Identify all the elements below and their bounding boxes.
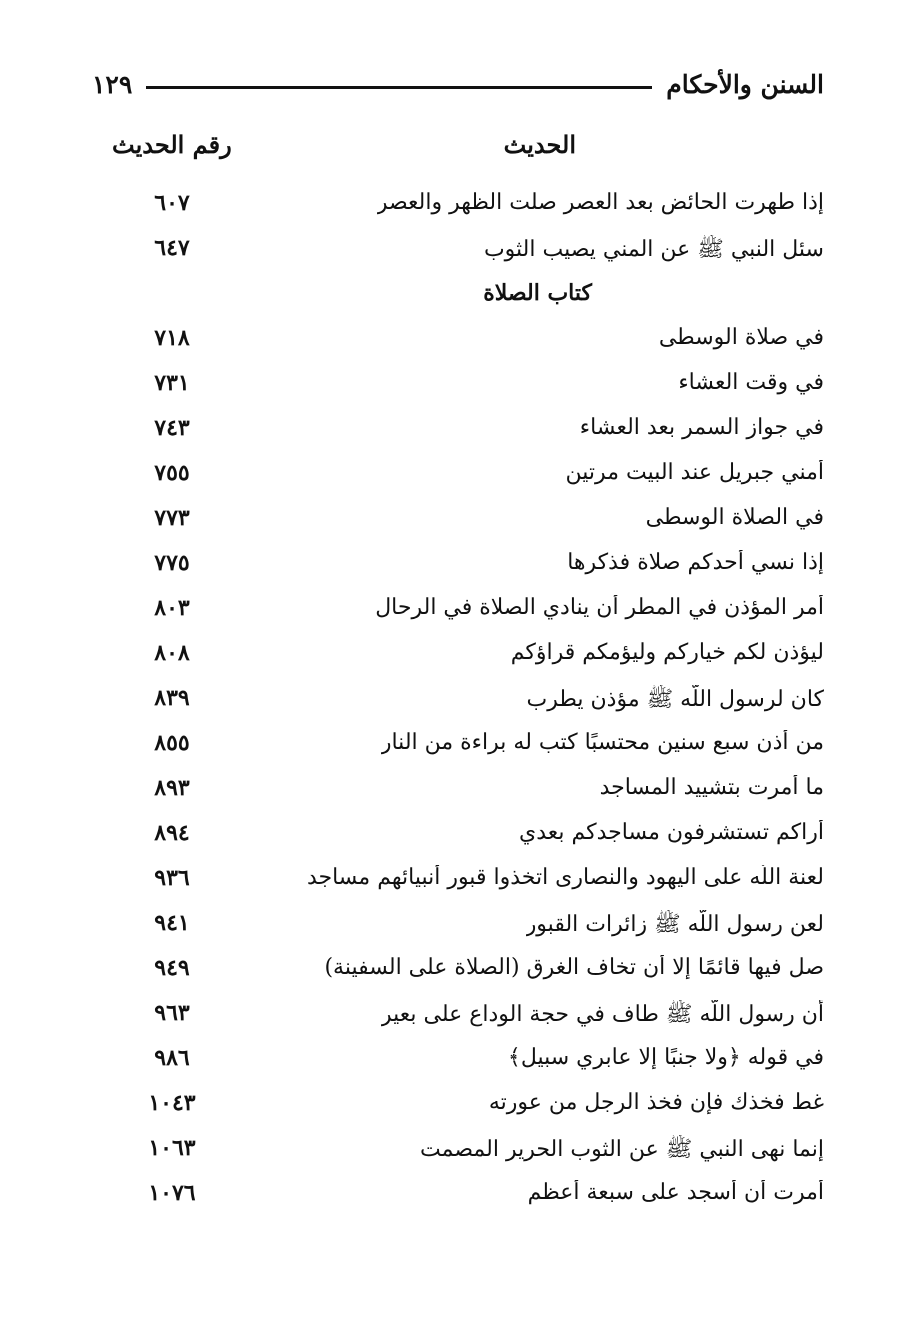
column-header-hadith: الحديث — [503, 130, 576, 159]
hadith-number: ٨٠٨ — [154, 640, 190, 666]
hadith-text: إذا نسي أحدكم صلاة فذكرها — [567, 550, 824, 575]
hadith-text: أن رسول اللّه ﷺ طاف في حجة الوداع على بعير — [380, 1002, 824, 1027]
section-heading-row — [92, 276, 824, 321]
hadith-text: صل فيها قائمًا إلا أن تخاف الغرق (الصلاة على السفينة) — [324, 955, 824, 980]
list-item — [92, 591, 824, 636]
hadith-number: ١٠٦٣ — [148, 1135, 196, 1161]
hadith-number: ٧٤٣ — [154, 415, 190, 441]
hadith-text: من أذن سبع سنين محتسبًا كتب له براءة من النار — [380, 730, 824, 755]
hadith-text: غط فخذك فإن فخذ الرجل من عورته — [488, 1090, 824, 1115]
hadith-number: ٧٣١ — [154, 370, 190, 396]
hadith-number: ٩٤٩ — [154, 955, 190, 981]
list-item — [92, 1086, 824, 1131]
hadith-text: كان لرسول اللّه ﷺ مؤذن يطرب — [526, 687, 824, 712]
list-item — [92, 231, 824, 276]
list-item — [92, 456, 824, 501]
hadith-text: إنما نهى النبي ﷺ عن الثوب الحرير المصمت — [420, 1137, 824, 1162]
hadith-number: ٧٧٣ — [154, 505, 190, 531]
list-item — [92, 681, 824, 726]
hadith-text: أمر المؤذن في المطر أن ينادي الصلاة في الرحال — [375, 595, 824, 620]
hadith-number: ٧٥٥ — [154, 460, 190, 486]
list-item — [92, 1176, 824, 1221]
column-headers — [92, 130, 824, 174]
hadith-number: ٨٣٩ — [154, 685, 190, 711]
hadith-index-list — [92, 186, 824, 1221]
list-item — [92, 366, 824, 411]
running-title: السنن والأحكام — [666, 69, 824, 99]
list-item — [92, 861, 824, 906]
column-header-number: رقم الحديث — [112, 130, 232, 159]
hadith-text: في صلاة الوسطى — [658, 325, 824, 350]
hadith-number: ١٠٤٣ — [148, 1090, 196, 1116]
list-item — [92, 1041, 824, 1086]
hadith-text: في جواز السمر بعد العشاء — [579, 415, 824, 440]
list-item — [92, 996, 824, 1041]
hadith-text: إذا طهرت الحائض بعد العصر صلت الظهر والعصر — [376, 190, 824, 215]
hadith-number: ٨٩٤ — [154, 820, 190, 846]
hadith-text: سئل النبي ﷺ عن المني يصيب الثوب — [483, 237, 824, 262]
hadith-text: أمني جبريل عند البيت مرتين — [565, 460, 824, 485]
hadith-text: في قوله ﴿ولا جنبًا إلا عابري سبيل﴾ — [507, 1045, 824, 1070]
list-item — [92, 951, 824, 996]
hadith-number: ٨٥٥ — [154, 730, 190, 756]
hadith-number: ١٠٧٦ — [148, 1180, 196, 1206]
hadith-number: ٨٩٣ — [154, 775, 190, 801]
section-title: كتاب الصلاة — [483, 280, 592, 306]
list-item — [92, 501, 824, 546]
hadith-text: ما أمرت بتشييد المساجد — [599, 775, 824, 800]
list-item — [92, 186, 824, 231]
list-item — [92, 1131, 824, 1176]
header-rule — [146, 86, 652, 89]
hadith-text: لعنة اللّه على اليهود والنصارى اتخذوا قبور أنبيائهم مساجد — [306, 865, 824, 890]
hadith-number: ٦٤٧ — [154, 235, 190, 261]
hadith-number: ٦٠٧ — [154, 190, 190, 216]
list-item — [92, 816, 824, 861]
list-item — [92, 411, 824, 456]
hadith-number: ٩٤١ — [154, 910, 190, 936]
hadith-text: ليؤذن لكم خياركم وليؤمكم قراؤكم — [510, 640, 824, 665]
hadith-text: في الصلاة الوسطى — [645, 505, 824, 530]
hadith-number: ٧٧٥ — [154, 550, 190, 576]
hadith-number: ٩٨٦ — [154, 1045, 190, 1071]
page-number: ١٢٩ — [92, 69, 133, 99]
list-item — [92, 906, 824, 951]
hadith-text: لعن رسول اللّه ﷺ زائرات القبور — [525, 912, 824, 937]
hadith-number: ٩٣٦ — [154, 865, 190, 891]
list-item — [92, 726, 824, 771]
hadith-text: أراكم تستشرفون مساجدكم بعدي — [518, 820, 824, 845]
list-item — [92, 321, 824, 366]
hadith-text: أمرت أن أسجد على سبعة أعظم — [527, 1180, 824, 1205]
list-item — [92, 546, 824, 591]
hadith-number: ٧١٨ — [154, 325, 190, 351]
hadith-text: في وقت العشاء — [678, 370, 824, 395]
list-item — [92, 771, 824, 816]
page-header — [92, 62, 824, 106]
hadith-number: ٨٠٣ — [154, 595, 190, 621]
list-item — [92, 636, 824, 681]
hadith-number: ٩٦٣ — [154, 1000, 190, 1026]
